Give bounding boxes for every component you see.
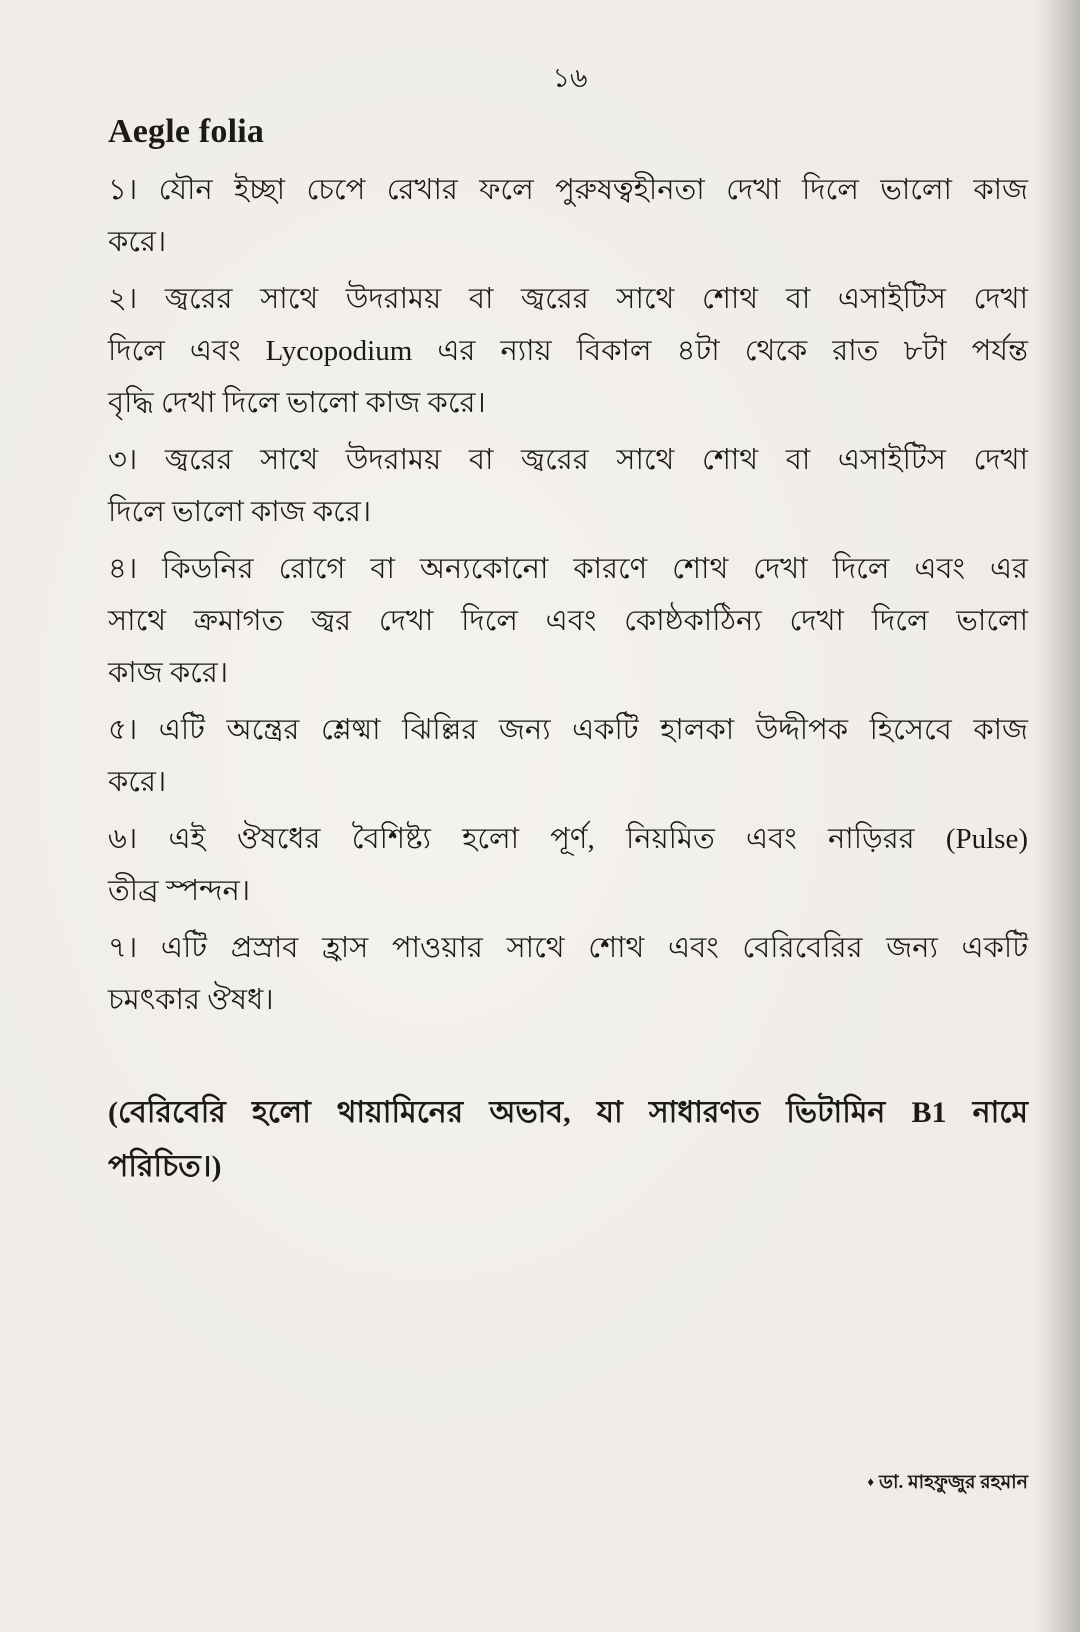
diamond-bullet-icon: ♦: [867, 1474, 875, 1489]
page-number: ১৬: [552, 63, 588, 93]
page-gutter-shadow: [1034, 0, 1080, 1632]
text-line: সাথে ক্রমাগত জ্বর দেখা দিলে এবং কোষ্ঠকাঠিন্য দেখা দিলে ভালো: [108, 605, 1028, 637]
text-line: ২। জ্বরের সাথে উদরাময় বা জ্বরের সাথে শোথ বা এসাইটিস দেখা: [108, 283, 1028, 315]
text-line: বৃদ্ধি দেখা দিলে ভালো কাজ করে।: [108, 387, 486, 419]
paragraph-5: [108, 704, 1028, 808]
text-line: ৩। জ্বরের সাথে উদরাময় বা জ্বরের সাথে শোথ বা এসাইটিস দেখা: [108, 444, 1028, 476]
page-body: [108, 164, 1028, 1199]
section-heading: Aegle folia: [108, 113, 265, 150]
paragraph-1: [108, 164, 1028, 268]
text-line: চমৎকার ঔষধ।: [108, 984, 274, 1016]
author-name: ডা. মাহফুজুর রহমান: [879, 1472, 1028, 1493]
text-line: করে।: [108, 226, 167, 258]
text-line: করে।: [108, 766, 167, 798]
paragraph-6: [108, 813, 1028, 917]
text-line: ৭। এটি প্রস্রাব হ্রাস পাওয়ার সাথে শোথ এবং বেরিবেরির জন্য একটি: [108, 932, 1028, 964]
bold-note: [108, 1086, 1028, 1194]
text-line: ৫। এটি অন্ত্রের শ্লেষ্মা ঝিল্লির জন্য একটি হালকা উদ্দীপক হিসেবে কাজ: [108, 714, 1028, 746]
paragraph-2: [108, 273, 1028, 429]
text-line: (বেরিবেরি হলো থায়ামিনের অভাব, যা সাধারণত ভিটামিন B1 নামে: [108, 1096, 1028, 1129]
text-line: তীব্র স্পন্দন।: [108, 875, 251, 907]
paragraph-7: [108, 922, 1028, 1026]
paragraph-3: [108, 434, 1028, 538]
text-line: দিলে ভালো কাজ করে।: [108, 496, 372, 528]
text-line: দিলে এবং Lycopodium এর ন্যায় বিকাল ৪টা থেকে রাত ৮টা পর্যন্ত: [108, 335, 1028, 367]
text-line: ৬। এই ঔষধের বৈশিষ্ট্য হলো পূর্ণ, নিয়মিত এবং নাড়িরর (Pulse): [108, 823, 1028, 855]
paragraph-4: [108, 543, 1028, 699]
text-line: পরিচিত।): [108, 1150, 222, 1183]
author-credit: [867, 1468, 1028, 1497]
text-line: কাজ করে।: [108, 657, 229, 689]
text-line: ৪। কিডনির রোগে বা অন্যকোনো কারণে শোথ দেখা দিলে এবং এর: [108, 553, 1028, 585]
text-line: ১। যৌন ইচ্ছা চেপে রেখার ফলে পুরুষত্বহীনতা দেখা দিলে ভালো কাজ: [108, 174, 1028, 206]
